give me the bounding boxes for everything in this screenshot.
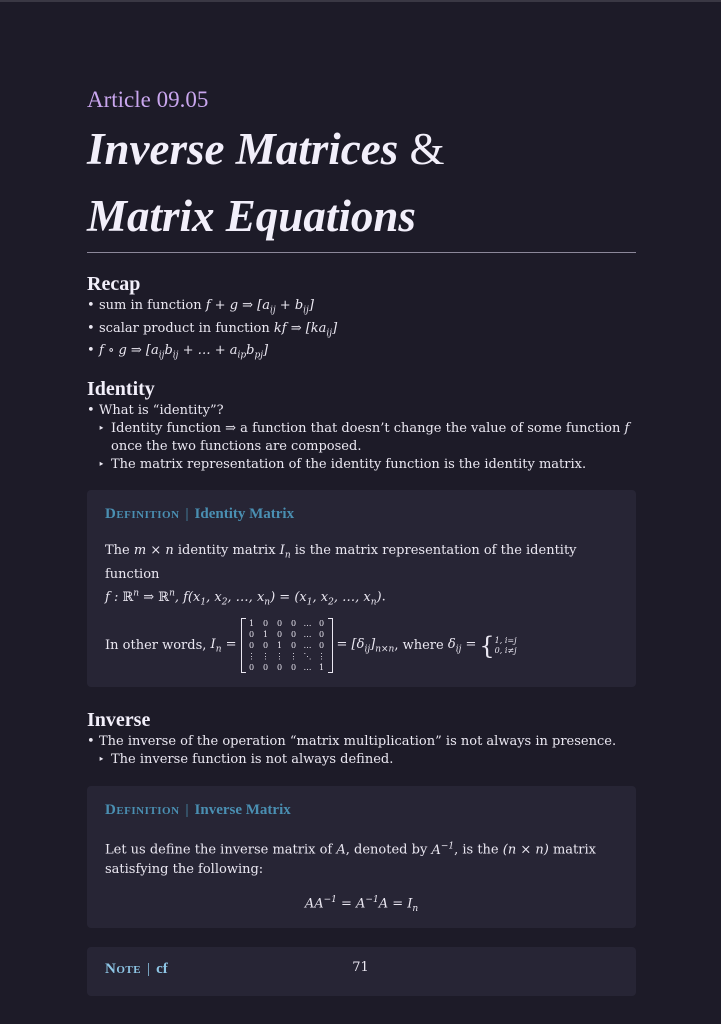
list-item: • What is “identity”? — [87, 402, 636, 420]
definition-box-identity — [87, 490, 636, 688]
matrix-cell: 0 — [248, 630, 255, 640]
list-item: • sum in function f + g ⇒ $[a_{ij} + b_{ij}]$ — [87, 297, 636, 320]
matrix-cell: 0 — [318, 630, 325, 640]
matrix-cell: 0 — [262, 663, 269, 673]
matrix-cell: 0 — [290, 663, 297, 673]
matrix-cell: 0 — [276, 619, 283, 629]
matrix-cell: 0 — [318, 641, 325, 651]
identity-list — [87, 402, 636, 474]
matrix-cell: 1 — [248, 619, 255, 629]
identity-matrix — [241, 618, 333, 673]
matrix-row — [245, 640, 329, 651]
matrix-cell: … — [303, 663, 312, 673]
identity-matrix-equation: In other words, $I_n$ = 1 0 0 0 … 0 0 1 0 0 … 0 0 0 1 0 … 0 ⋮ ⋮ ⋮ ⋮ ⋱ ⋮ 0 0 0 0 … 1 = $[\delta_{ij}]_{n\times n}$ , where $\delta_{ij}$ = { 1, i=j 0, i≠j — [105, 619, 517, 673]
math-composition: f ∘ g ⇒ [$a_{ij}b_{ij}$ + … + $a_{ip}b_{pj}$] — [99, 343, 269, 361]
title-line-2: Matrix Equations — [87, 191, 416, 241]
matrix-cell: 0 — [290, 630, 297, 640]
sub-list-item: ‣ Identity function ⇒ a function that doesn’t change the value of some function f once the two functions are composed. — [87, 420, 636, 456]
matrix-cell: 0 — [248, 663, 255, 673]
page-number: 71 — [352, 960, 369, 975]
matrix-cell: 0 — [262, 619, 269, 629]
math-sum: f + g ⇒ $[a_{ij} + b_{ij}]$ — [205, 298, 314, 316]
matrix-cell: … — [303, 641, 312, 651]
matrix-cell: 0 — [290, 619, 297, 629]
article-kicker: Article 09.05 — [87, 87, 209, 112]
matrix-cell: 0 — [318, 619, 325, 629]
matrix-cell: … — [303, 630, 312, 640]
definition-text: The m × n identity matrix $I_n$ is the matrix representation of the identity function f : ℝ$^n$ ⇒ ℝ$^n$, $f(x_1$, $x_2$, …, $x_n) = (x_1$, $x_2$, …, $x_n$). — [105, 542, 577, 608]
matrix-cell: ⋮ — [247, 652, 256, 662]
inverse-heading: Inverse — [87, 709, 151, 732]
matrix-cell: ⋮ — [317, 652, 326, 662]
matrix-row — [245, 662, 329, 673]
matrix-cell: 0 — [248, 641, 255, 651]
recap-list — [87, 297, 636, 365]
note-heading: Note | cf — [105, 960, 168, 977]
inverse-section — [87, 707, 636, 769]
matrix-cell: 0 — [276, 663, 283, 673]
math-scalar: kf ⇒ $[ka_{ij}]$ — [273, 320, 338, 339]
matrix-cell: 1 — [262, 630, 269, 640]
matrix-row — [245, 629, 329, 640]
list-item: • scalar product in function kf ⇒ $[ka_{ij}]$ — [87, 320, 636, 343]
definition-heading: Definition | Inverse Matrix — [105, 802, 291, 819]
list-item — [87, 342, 636, 365]
sub-list-item: ‣ The inverse function is not always defined. — [87, 751, 636, 769]
article — [87, 86, 636, 996]
title-line-1: Inverse Matrices — [87, 124, 399, 174]
inverse-list — [87, 733, 636, 769]
matrix-cell: 0 — [276, 630, 283, 640]
list-item: • The inverse of the operation “matrix multiplication” is not always in presence. — [87, 733, 636, 751]
matrix-cell: 0 — [262, 641, 269, 651]
kronecker-cases: { 1, i=j 0, i≠j — [479, 631, 517, 660]
sub-list-item: ‣ The matrix representation of the identity function is the identity matrix. — [87, 456, 636, 474]
recap-section — [87, 271, 636, 365]
matrix-cell: 1 — [318, 663, 325, 673]
matrix-cell: ⋮ — [275, 652, 284, 662]
matrix-cell: 0 — [290, 641, 297, 651]
recap-heading: Recap — [87, 273, 141, 295]
matrix-cell: ⋱ — [303, 652, 312, 662]
matrix-cell: 1 — [276, 641, 283, 651]
matrix-cell: ⋮ — [289, 652, 298, 662]
matrix-cell: ⋮ — [261, 652, 270, 662]
matrix-row — [245, 651, 329, 662]
definition-heading: Definition | Identity Matrix — [105, 505, 295, 522]
article-title — [87, 116, 636, 253]
definition-box-inverse — [87, 786, 636, 927]
definition-text: Let us define the inverse matrix of A, denoted by $A^{-1}$, is the (n × n) matrix satisfying the following: — [105, 841, 596, 877]
inverse-equation: $AA^{-1} = A^{-1}A = I_n$ — [304, 894, 419, 914]
identity-heading: Identity — [87, 377, 155, 400]
matrix-cell: … — [303, 619, 312, 629]
identity-section — [87, 376, 636, 474]
title-ampersand: & — [409, 124, 445, 174]
top-border — [0, 0, 721, 2]
matrix-row — [245, 618, 329, 629]
